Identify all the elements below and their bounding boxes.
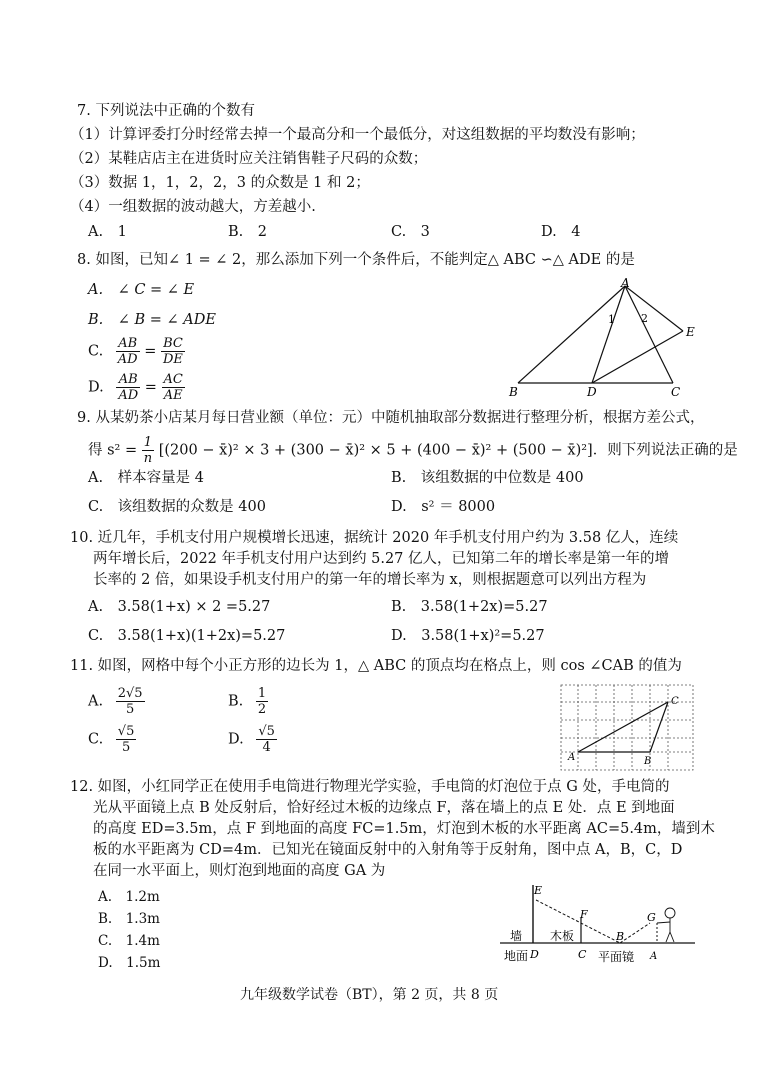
label-c: C: [578, 948, 587, 961]
label-d: D: [530, 948, 539, 961]
q11-option-a-fraction: $\frac{2√5}{5}$: [117, 686, 143, 717]
q7-stem: 7. 下列说法中正确的个数有: [77, 103, 255, 119]
q12-option-b: B. 1.3m: [98, 911, 160, 927]
q11-option-a: [88, 686, 145, 717]
q11-grid-figure: [560, 684, 695, 772]
q12-reflection-figure: [500, 880, 700, 970]
label-c: C: [671, 385, 681, 399]
q9-stem: 9. 从某奶茶小店某月每日营业额（单位：元）中随机抽取部分数据进行整理分析，根据方差公式，: [77, 410, 705, 426]
q9-option-c: C. 该组数据的众数是 400: [88, 499, 266, 515]
q10-option-c: C. 3.58(1+x)(1+2x)=5.27: [88, 628, 286, 644]
label-e: E: [686, 325, 695, 339]
q8-option-d-fraction-left: $\frac{AB}{AD}$: [118, 372, 139, 403]
label-angle-1: 1: [608, 313, 615, 326]
label-d: D: [587, 385, 597, 399]
q11-option-b-fraction: $\frac{1}{2}$: [257, 686, 267, 717]
q7-item-1: （1）计算评委打分时经常去掉一个最高分和一个最低分，对这组数据的平均数没有影响；: [70, 127, 645, 143]
q11-option-c-fraction: $\frac{√5}{5}$: [117, 724, 135, 755]
q11-option-d: [228, 724, 277, 755]
light-ray-incident: [620, 923, 650, 943]
q12-line-5: 在同一水平面上，则灯泡到地面的高度 GA 为: [93, 863, 386, 879]
segment-ae: [625, 286, 683, 331]
q11-option-c: [88, 724, 136, 755]
q8-option-d: D. $\frac{AB}{AD}$ = $\frac{AC}{AE}$: [88, 372, 183, 403]
q8-option-d-fraction-right: $\frac{AC}{AE}$: [163, 372, 183, 403]
q11-option-b-label: B.: [228, 693, 244, 710]
q7-item-4: （4）一组数据的波动越大，方差越小.: [70, 199, 316, 215]
q7-option-d: D. 4: [541, 224, 581, 240]
q11-option-c-label: C.: [88, 731, 104, 748]
label-board: 木板: [550, 929, 575, 943]
q9-option-a: A. 样本容量是 4: [88, 470, 204, 486]
q12-line-2: 光从平面镜上点 B 处反射后，恰好经过木板的边缘点 F，落在墙上的点 E 处．点 E 到地面: [93, 800, 675, 816]
q8-option-c: C. $\frac{AB}{AD}$ = $\frac{BC}{DE}$: [88, 336, 183, 367]
label-a: A: [568, 752, 576, 763]
q12-line-3: 的高度 ED=3.5m，点 F 到地面的高度 FC=1.5m，灯泡到木板的水平距离 AC=5.4m，墙到木: [93, 821, 715, 837]
q7-option-b: B. 2: [228, 224, 267, 240]
q8-triangle-figure: [505, 276, 700, 401]
q12-option-c: C. 1.4m: [98, 933, 160, 949]
q10-line-2: 两年增长后，2022 年手机支付用户达到约 5.27 亿人，已知第二年的增长率是第一年的增: [93, 551, 670, 567]
q10-line-1: 10. 近几年，手机支付用户规模增长迅速，据统计 2020 年手机支付用户约为 3.58 亿人，连续: [70, 530, 679, 546]
label-wall: 墙: [510, 929, 523, 943]
q10-option-d: D. 3.58(1+x)²=5.27: [391, 628, 545, 644]
label-a: A: [621, 276, 630, 290]
label-angle-2: 2: [641, 312, 648, 325]
q11-option-d-label: D.: [228, 731, 244, 748]
q8-option-c-fraction-right: $\frac{BC}{DE}$: [162, 336, 183, 367]
q9-formula: [88, 435, 738, 466]
q12-line-4: 板的水平距离为 CD=4m．已知光在镜面反射中的入射角等于反射角，图中点 A，B，C，D: [93, 842, 683, 858]
page-footer: 九年级数学试卷（BT），第 2 页，共 8 页: [240, 987, 499, 1003]
q8-option-d-label: D.: [88, 379, 104, 396]
label-f: F: [580, 908, 588, 921]
segment-ac: [625, 286, 673, 383]
q11-option-a-label: A.: [88, 693, 104, 710]
label-mirror: 平面镜: [598, 950, 635, 964]
q12-option-a: A. 1.2m: [98, 889, 160, 905]
q8-option-c-fraction-left: $\frac{AB}{AD}$: [117, 336, 138, 367]
q9-option-b: B. 该组数据的中位数是 400: [391, 470, 584, 486]
label-g: G: [647, 911, 656, 924]
girl-with-flashlight: [657, 908, 675, 942]
q10-option-b: B. 3.58(1+2x)=5.27: [391, 599, 548, 615]
q9-formula-body: [(200 − x̄)² × 3 + (300 − x̄)² × 5 + (400 − x̄)² + (500 − x̄)²]．则下列说法正确的是: [158, 442, 738, 459]
q8-option-c-label: C.: [88, 343, 104, 360]
label-b: B: [509, 385, 518, 399]
label-e: E: [534, 884, 543, 897]
label-a: A: [650, 951, 658, 962]
label-b: B: [644, 756, 652, 767]
q12-option-d: D. 1.5m: [98, 955, 161, 971]
q7-option-c: C. 3: [391, 224, 430, 240]
q8-stem: 8. 如图，已知∠ 1 = ∠ 2，那么添加下列一个条件后，不能判定△ ABC ∽△ ADE 的是: [77, 252, 635, 268]
q10-line-3: 长率的 2 倍，如果设手机支付用户的第一年的增长率为 x，则根据题意可以列出方程为: [93, 572, 647, 588]
light-ray-reflected: [536, 900, 620, 943]
q8-option-a: A. ∠ C = ∠ E: [88, 282, 195, 298]
label-c: C: [671, 696, 679, 707]
q7-item-2: （2）某鞋店店主在进货时应关注销售鞋子尺码的众数；: [70, 151, 428, 167]
q9-formula-fraction: $\frac{1}{n}$: [143, 435, 153, 466]
q12-line-1: 12. 如图，小红同学正在使用手电筒进行物理光学实验，手电筒的灯泡位于点 G 处，手电筒的: [70, 779, 670, 795]
q11-stem: 11. 如图，网格中每个小正方形的边长为 1，△ ABC 的顶点均在格点上，则 cos ∠CAB 的值为: [70, 658, 682, 674]
label-b: B: [616, 930, 625, 943]
q9-formula-prefix: 得 s² =: [88, 442, 138, 459]
q7-option-a: A. 1: [88, 224, 127, 240]
label-ground: 地面: [504, 949, 529, 963]
q10-option-a: A. 3.58(1+x) × 2 =5.27: [88, 599, 271, 615]
triangle-abc: [578, 702, 668, 752]
q11-option-b: [228, 686, 268, 717]
q11-option-d-fraction: $\frac{√5}{4}$: [258, 724, 275, 755]
q8-option-b: B. ∠ B = ∠ ADE: [88, 312, 216, 328]
q7-item-3: （3）数据 1，1，2，2，3 的众数是 1 和 2；: [70, 175, 370, 191]
q9-option-d: D. s² ＝ 8000: [391, 499, 496, 515]
